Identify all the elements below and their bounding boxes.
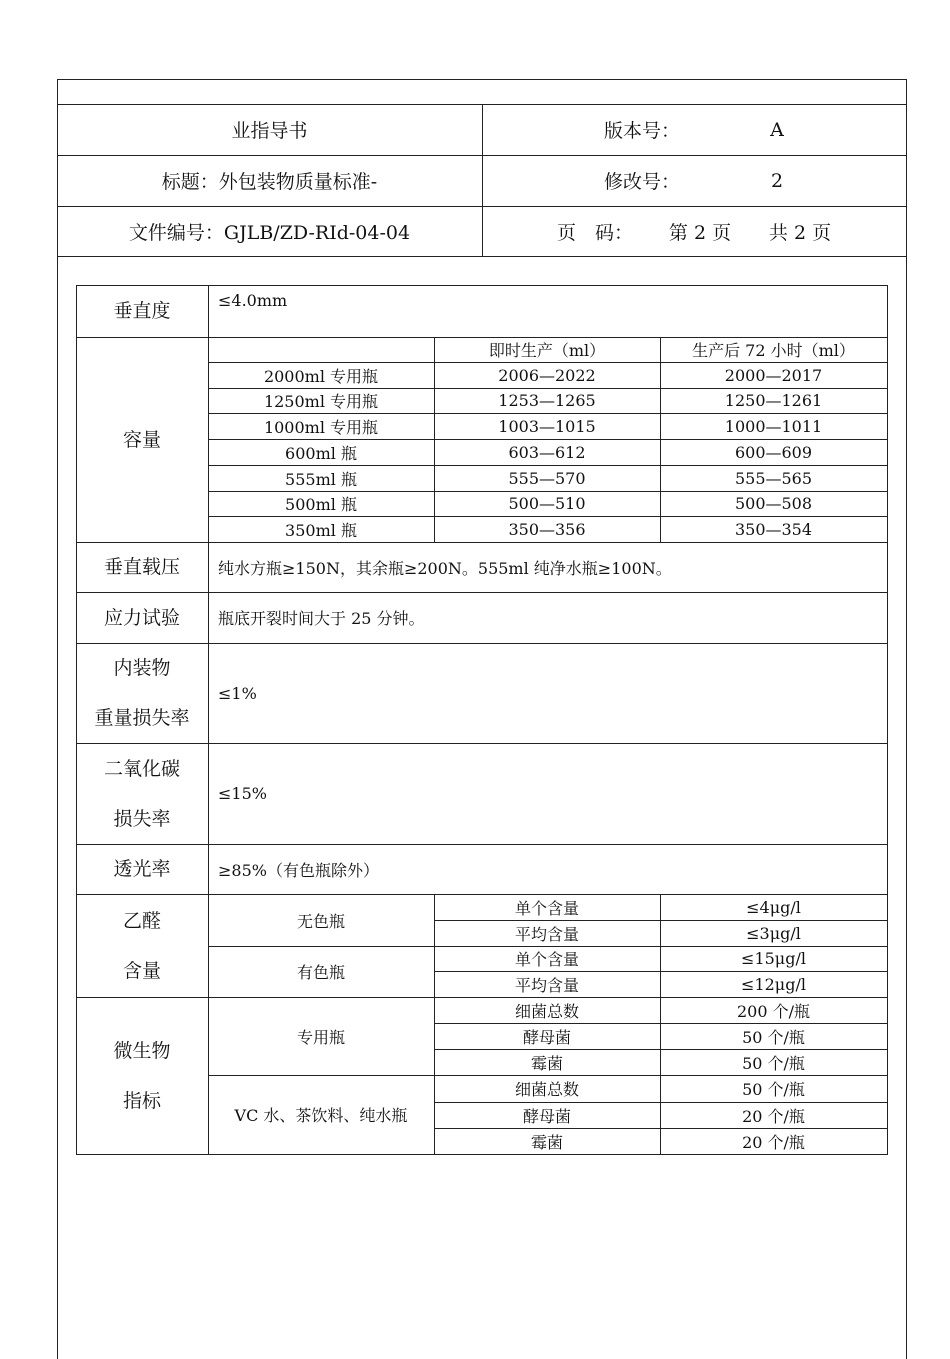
vertical-load-label: 垂直载压 (103, 556, 180, 578)
header-divider (57, 256, 907, 257)
microbe-item: 霉菌 (530, 1053, 563, 1073)
capacity-bottle: 500ml 瓶 (285, 495, 357, 514)
capacity-bottle: 600ml 瓶 (285, 443, 357, 463)
microbe-limit: 20 个/瓶 (742, 1106, 805, 1126)
doc-subject: 标题：外包装物质量标准- (161, 171, 378, 193)
capacity-bottle: 555ml 瓶 (285, 469, 357, 489)
acetaldehyde-type: 无色瓶 (296, 911, 345, 931)
capacity-col-immediate: 即时生产（ml） (488, 341, 606, 360)
file-number: 文件编号：GJLB/ZD-RId-04-04 (128, 221, 411, 244)
version-value: A (770, 118, 784, 141)
microbe-limit: 50 个/瓶 (742, 1027, 805, 1047)
microbe-item: 细菌总数 (514, 1001, 579, 1021)
capacity-immediate: 350—356 (508, 519, 586, 539)
acetaldehyde-limit: ≤15μg/l (741, 949, 806, 968)
acetaldehyde-item: 平均含量 (514, 975, 579, 995)
capacity-after72: 1250—1261 (724, 391, 823, 410)
capacity-after72: 1000—1011 (724, 416, 823, 436)
vertical-load-value: 纯水方瓶≥150N，其余瓶≥200N。555ml 纯净水瓶≥100N。 (218, 558, 672, 578)
microbe-item: 酵母菌 (522, 1027, 571, 1047)
capacity-bottle: 350ml 瓶 (285, 520, 357, 540)
capacity-col-after72: 生产后 72 小时（ml） (692, 341, 855, 360)
capacity-after72: 350—354 (734, 519, 813, 539)
capacity-bottle: 1250ml 专用瓶 (263, 392, 379, 411)
microbe-type: VC 水、茶饮料、纯水瓶 (234, 1106, 408, 1125)
capacity-immediate: 2006—2022 (498, 365, 596, 385)
capacity-bottle: 1000ml 专用瓶 (263, 417, 379, 437)
acetaldehyde-limit: ≤12μg/l (741, 974, 806, 994)
microbe-limit: 200 个/瓶 (736, 1001, 811, 1021)
content-loss-label (76, 643, 208, 743)
capacity-after72: 500—508 (734, 494, 813, 513)
revision-label: 修改号： (603, 171, 680, 193)
co2-loss-label (76, 743, 208, 844)
stress-test-label: 应力试验 (103, 606, 180, 629)
capacity-immediate: 1253—1265 (498, 391, 596, 410)
capacity-immediate: 555—570 (508, 468, 586, 488)
capacity-immediate: 1003—1015 (498, 416, 596, 436)
table-border-right (887, 285, 888, 1155)
co2-loss-label-line2: 损失率 (113, 807, 171, 830)
stress-test-value: 瓶底开裂时间大于 25 分钟。 (218, 609, 425, 628)
capacity-after72: 2000—2017 (724, 365, 823, 385)
capacity-immediate: 500—510 (508, 494, 586, 513)
table-row-divider (76, 1154, 887, 1155)
verticality-value: ≤4.0mm (218, 291, 288, 310)
page-total: 共 2 页 (768, 221, 832, 244)
acetaldehyde-label-line2: 含量 (122, 959, 161, 982)
transmittance-label: 透光率 (113, 858, 171, 880)
header-col-divider (482, 104, 483, 256)
content-loss-label-line1: 内装物 (113, 657, 171, 679)
page-current: 第 2 页 (668, 221, 732, 244)
co2-loss-value: ≤15% (218, 784, 267, 803)
microbe-label (76, 997, 208, 1154)
microbe-item: 细菌总数 (514, 1080, 579, 1099)
capacity-after72: 555—565 (734, 468, 813, 488)
transmittance-value: ≥85%（有色瓶除外） (218, 860, 379, 880)
version-label: 版本号： (603, 120, 680, 142)
acetaldehyde-type: 有色瓶 (296, 963, 345, 982)
microbe-limit: 50 个/瓶 (742, 1080, 805, 1099)
capacity-label: 容量 (122, 428, 161, 451)
acetaldehyde-limit: ≤4μg/l (746, 897, 801, 917)
content-loss-label-line2: 重量损失率 (94, 707, 190, 729)
microbe-label-line2: 指标 (122, 1089, 161, 1112)
co2-loss-label-line1: 二氧化碳 (103, 757, 180, 780)
microbe-item: 霉菌 (530, 1132, 563, 1152)
microbe-label-line1: 微生物 (113, 1039, 171, 1062)
acetaldehyde-item: 平均含量 (514, 924, 579, 944)
acetaldehyde-label (76, 894, 208, 997)
content-loss-value: ≤1% (218, 683, 257, 703)
acetaldehyde-item: 单个含量 (514, 898, 579, 918)
microbe-limit: 50 个/瓶 (742, 1053, 805, 1073)
doc-title: 业指导书 (231, 120, 308, 142)
revision-value: 2 (770, 169, 784, 192)
microbe-type: 专用瓶 (296, 1027, 345, 1047)
microbe-limit: 20 个/瓶 (742, 1132, 805, 1152)
acetaldehyde-label-line1: 乙醛 (122, 909, 161, 932)
capacity-immediate: 603—612 (508, 442, 586, 462)
acetaldehyde-item: 单个含量 (514, 950, 579, 969)
microbe-item: 酵母菌 (522, 1106, 571, 1126)
page-label: 页 码： (556, 221, 633, 244)
capacity-after72: 600—609 (734, 442, 813, 462)
verticality-label: 垂直度 (113, 300, 171, 322)
acetaldehyde-limit: ≤3μg/l (746, 923, 801, 943)
capacity-bottle: 2000ml 专用瓶 (263, 366, 379, 386)
